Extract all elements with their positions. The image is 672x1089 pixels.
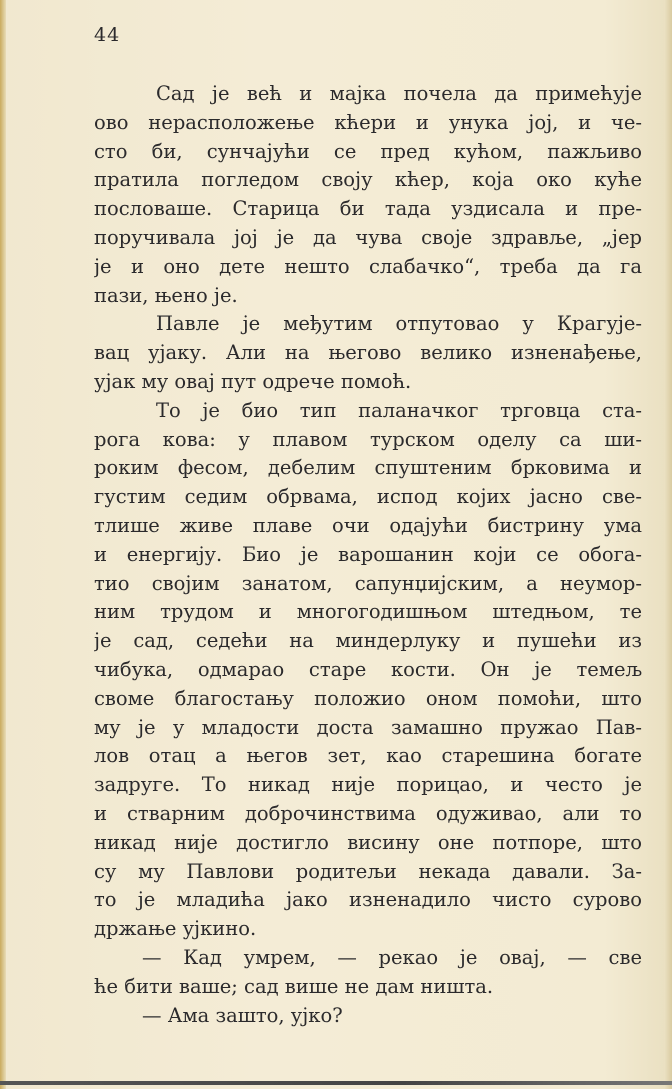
text-line: чибука, одмарао старе кости. Он је темељ: [94, 657, 642, 681]
text-line: држање ујкино.: [94, 917, 257, 941]
text-line: ујак му овај пут одрече помоћ.: [94, 369, 412, 393]
text-line: тио својим занатом, сапунџијским, а неумор-: [94, 571, 642, 595]
text-line: ним трудом и многогодишњом штедњом, те: [94, 600, 642, 624]
text-line: лов отац а његов зет, као старешина богате: [94, 744, 642, 768]
text-line: пази, њено је.: [94, 283, 238, 307]
page-number: 44: [94, 24, 121, 46]
text-line: му је у младости доста замашно пружао Пав-: [94, 715, 642, 739]
text-line: никад није достигло висину оне потпоре, што: [94, 830, 642, 854]
text-line: ће бити ваше; сад више не дам ништа.: [94, 974, 494, 998]
page-right-edge: [664, 0, 672, 1089]
text-line: задруге. То никад није порицао, и често је: [94, 773, 642, 797]
text-line: то је младића јако изненадило чисто сурово: [94, 888, 642, 912]
text-line: вац ујаку. Али на његово велико изненађење,: [94, 341, 642, 365]
text-line: Павле је међутим отпутовао у Крагује-: [156, 312, 642, 336]
text-line: Сад је већ и мајка почела да примећује: [156, 82, 642, 105]
text-line: пословаше. Старица би тада уздисала и пре-: [94, 197, 642, 221]
text-line: своме благостању положио оном помоћи, што: [94, 686, 642, 710]
text-line: тлише живе плаве очи одајући бистрину ума: [94, 513, 642, 537]
text-line: ово нерасположење кћери и унука јој, и че-: [94, 110, 642, 134]
text-line: То је био тип паланачког трговца ста-: [156, 398, 642, 422]
body-text: [94, 80, 642, 1030]
text-line: — Кад умрем, — рекао је овај, — све: [142, 945, 642, 969]
text-line: рога кова: у плавом турском оделу са ши-: [94, 427, 642, 451]
text-line: поручивала јој је да чува своје здравље, „јер: [94, 225, 642, 249]
text-line: и стварним доброчинствима одуживао, али то: [94, 801, 642, 825]
text-line: густим седим обрвама, испод којих јасно све-: [94, 485, 642, 509]
text-line: роким фесом, дебелим спуштеним брковима и: [94, 456, 642, 480]
text-line: су му Павлови родитељи некада давали. За-: [94, 859, 642, 883]
text-line: сто би, сунчајући се пред кућом, пажљиво: [94, 139, 642, 163]
text-line: и енергију. Био је варошанин који се обога-: [94, 542, 642, 566]
text-line: — Ама зашто, ујко?: [142, 1003, 343, 1027]
page-left-edge: [0, 0, 6, 1089]
text-line: је сад, седећи на миндерлуку и пушећи из: [94, 629, 642, 653]
text-line: је и оно дете нешто слабачко“, треба да га: [94, 254, 642, 278]
text-line: пратила погледом своју кћер, која око куће: [94, 168, 642, 192]
bottom-edge-rule: [0, 1081, 672, 1085]
